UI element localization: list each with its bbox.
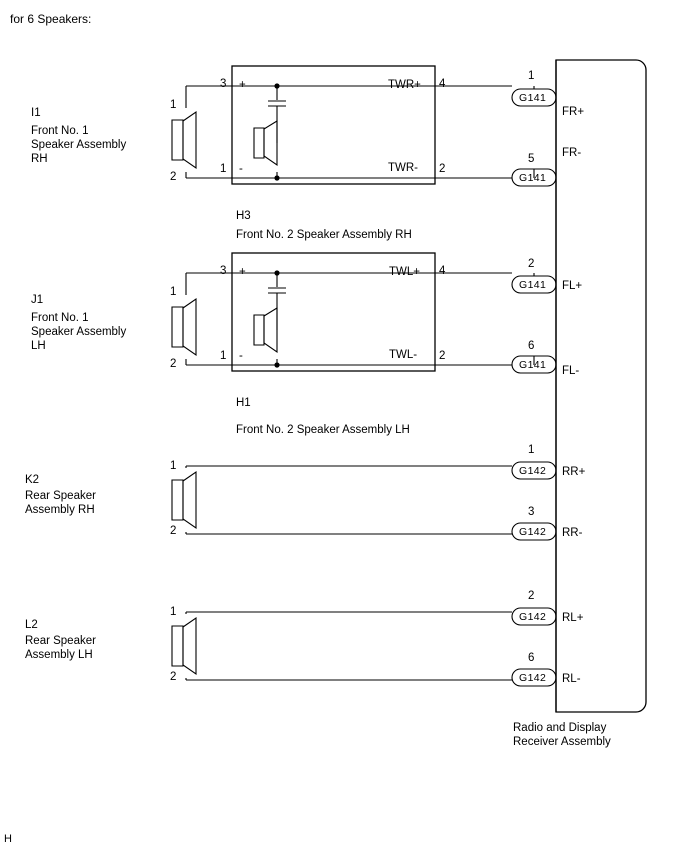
polarity-h3-minus: - <box>239 163 243 175</box>
speaker-name-k2-line1: Rear Speaker <box>25 490 96 502</box>
connector-g142-rr-minus: G142 <box>519 526 547 538</box>
footer-mark: H <box>4 833 12 845</box>
box-caption-h1: Front No. 2 Speaker Assembly LH <box>236 424 410 436</box>
terminal-fl-minus: FL- <box>562 365 580 377</box>
speaker-pin-k2-1: 1 <box>170 460 177 472</box>
speaker-code-i1: I1 <box>31 107 41 119</box>
box-code-h1: H1 <box>236 397 251 409</box>
speaker-name-j1-line1: Front No. 1 <box>31 312 89 324</box>
box-caption-h3: Front No. 2 Speaker Assembly RH <box>236 229 412 241</box>
connector-g141-fl-plus: G141 <box>519 279 547 291</box>
speaker-name-l2-line1: Rear Speaker <box>25 635 96 647</box>
speaker-name-i1-line2: Speaker Assembly <box>31 139 127 151</box>
box-pin-h3-right-2: 2 <box>439 163 446 175</box>
ecu-pin-rl-minus: 6 <box>528 652 535 664</box>
polarity-h1-plus: + <box>239 266 246 278</box>
speaker-name-i1-line3: RH <box>31 153 48 165</box>
box-pin-h1-right-1: 4 <box>439 265 446 277</box>
box-pin-h1-left-2: 1 <box>220 350 227 362</box>
speaker-pin-l2-1: 1 <box>170 606 177 618</box>
box-pin-h3-left-1: 3 <box>220 78 227 90</box>
ecu-pin-fl-plus: 2 <box>528 258 535 270</box>
speaker-pin-i1-2: 2 <box>170 171 177 183</box>
speaker-pin-i1-1: 1 <box>170 99 177 111</box>
speaker-name-i1-line1: Front No. 1 <box>31 125 89 137</box>
signal-twr-plus: TWR+ <box>388 79 421 91</box>
ecu-pin-rr-minus: 3 <box>528 506 535 518</box>
box-code-h3: H3 <box>236 210 251 222</box>
speaker-pin-j1-1: 1 <box>170 286 177 298</box>
box-pin-h1-right-2: 2 <box>439 350 446 362</box>
speaker-name-j1-line3: LH <box>31 340 46 352</box>
box-pin-h3-right-1: 4 <box>439 78 446 90</box>
ecu-pin-fr-plus: 1 <box>528 70 535 82</box>
speaker-name-k2-line2: Assembly RH <box>25 504 95 516</box>
terminal-rl-plus: RL+ <box>562 612 584 624</box>
box-pin-h3-left-2: 1 <box>220 163 227 175</box>
connector-g141-fr-minus: G141 <box>519 172 547 184</box>
terminal-rl-minus: RL- <box>562 673 581 685</box>
speaker-code-j1: J1 <box>31 294 44 306</box>
speaker-name-j1-line2: Speaker Assembly <box>31 326 127 338</box>
polarity-h3-plus: + <box>239 79 246 91</box>
ecu-pin-fl-minus: 6 <box>528 340 535 352</box>
receiver-caption-line2: Receiver Assembly <box>513 736 611 748</box>
polarity-h1-minus: - <box>239 350 243 362</box>
ecu-pin-rr-plus: 1 <box>528 444 535 456</box>
receiver-caption-line1: Radio and Display <box>513 722 607 734</box>
speaker-name-l2-line2: Assembly LH <box>25 649 93 661</box>
connector-g142-rr-plus: G142 <box>519 465 547 477</box>
speaker-pin-k2-2: 2 <box>170 525 177 537</box>
speaker-code-l2: L2 <box>25 619 38 631</box>
terminal-rr-plus: RR+ <box>562 466 586 478</box>
speaker-pin-j1-2: 2 <box>170 358 177 370</box>
ecu-pin-rl-plus: 2 <box>528 590 535 602</box>
signal-twr-minus: TWR- <box>388 162 419 174</box>
signal-twl-minus: TWL- <box>389 349 418 361</box>
speaker-pin-l2-2: 2 <box>170 671 177 683</box>
connector-g141-fl-minus: G141 <box>519 359 547 371</box>
speaker-code-k2: K2 <box>25 474 40 486</box>
connector-g142-rl-plus: G142 <box>519 611 547 623</box>
terminal-rr-minus: RR- <box>562 527 583 539</box>
ecu-pin-fr-minus: 5 <box>528 153 535 165</box>
signal-twl-plus: TWL+ <box>389 266 420 278</box>
terminal-fl-plus: FL+ <box>562 280 583 292</box>
connector-g142-rl-minus: G142 <box>519 672 547 684</box>
terminal-fr-plus: FR+ <box>562 106 585 118</box>
box-pin-h1-left-1: 3 <box>220 265 227 277</box>
terminal-fr-minus: FR- <box>562 147 582 159</box>
connector-g141-fr-plus: G141 <box>519 92 547 104</box>
page-title: for 6 Speakers: <box>10 12 92 26</box>
